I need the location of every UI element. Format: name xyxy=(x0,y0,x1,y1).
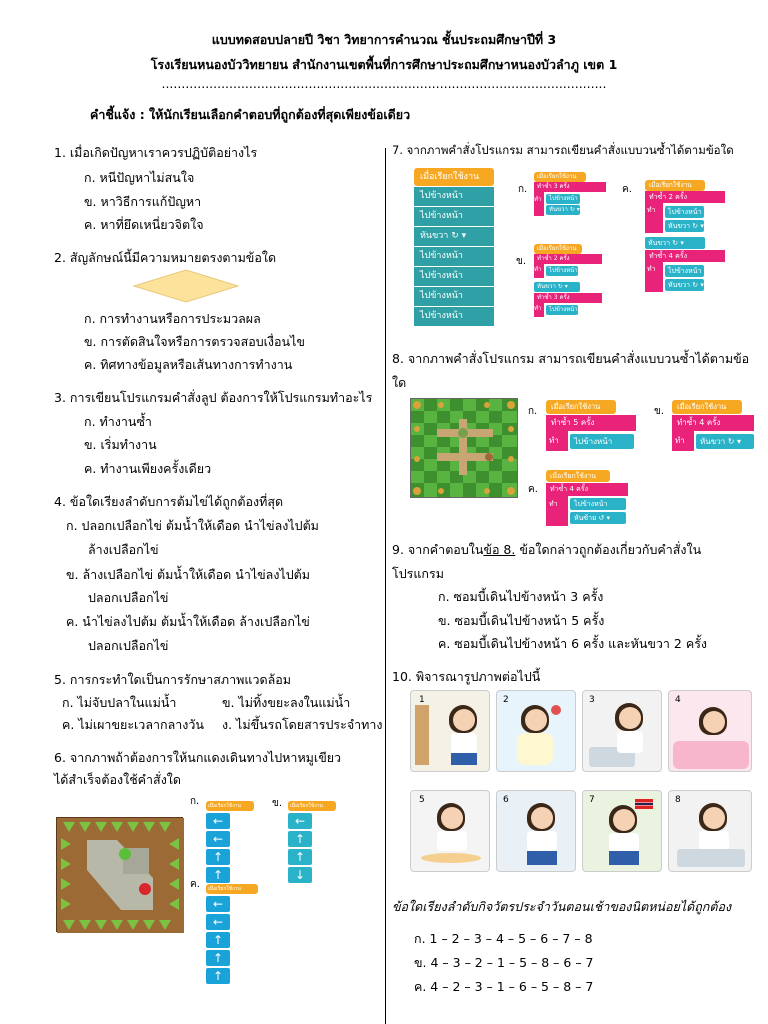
forward-block: ไปข้างหน้า xyxy=(665,206,704,218)
arrow-left-icon: ← xyxy=(206,914,230,930)
picture-7 xyxy=(582,790,662,872)
q10-prompt: ข้อใดเรียงลำดับกิจวัตรประจำวันตอนเช้าของนิตหน่อยได้ถูกต้อง xyxy=(392,899,732,914)
q9-option-a[interactable]: ก. ซอมบี้เดินไปข้างหน้า 3 ครั้ง xyxy=(438,589,604,604)
q7-option-c-blocks[interactable] xyxy=(645,180,725,292)
q8-label-a[interactable]: ก. xyxy=(528,406,538,417)
q4-option-c[interactable]: ค. นำไข่ลงไปต้ม ต้มน้ำให้เดือด ล้างเปลือกไข่ xyxy=(66,614,310,629)
arrow-left-icon: ← xyxy=(206,813,230,829)
q8-question-line2: ใด xyxy=(392,375,407,390)
arrow-left-icon: ← xyxy=(288,813,312,829)
q7-label-c[interactable]: ค. xyxy=(622,184,632,195)
picture-4 xyxy=(668,690,752,772)
q6-option-a-blocks[interactable] xyxy=(206,801,254,883)
q2-option-a[interactable]: ก. การทำงานหรือการประมวลผล xyxy=(84,311,261,326)
arrow-up-icon: ↑ xyxy=(206,849,230,865)
q8-question-line1: 8. จากภาพคำสั่งโปรแกรม สามารถเขียนคำสั่งแบบวนซ้ำได้ตามข้อ xyxy=(392,351,750,366)
q6-label-c[interactable]: ค. xyxy=(190,879,200,890)
mirror xyxy=(415,705,429,765)
q5-option-b[interactable]: ข. ไม่ทิ้งขยะลงในแม่น้ำ xyxy=(222,695,351,710)
q8-option-b-blocks[interactable] xyxy=(672,400,754,451)
forward-block: ไปข้างหน้า xyxy=(414,207,494,226)
turn-right-block: หันขวา ↻ ▾ xyxy=(696,434,754,449)
repeat-block: ทำซ้ำ 4 ครั้ง xyxy=(645,250,725,262)
q3-question: 3. การเขียนโปรแกรมคำสั่งลูป ต้องการให้โปรแกรมทำอะไร xyxy=(54,390,373,405)
arrow-left-icon: ← xyxy=(206,896,230,912)
q6-label-a[interactable]: ก. xyxy=(190,796,200,807)
picture-number: 6 xyxy=(503,795,509,805)
q7-label-b[interactable]: ข. xyxy=(516,256,527,267)
start-block: เมื่อเรียกใช้งาน xyxy=(534,172,586,182)
school-name: โรงเรียนหนองบัววิทยายน สำนักงานเขตพื้นที่การศึกษาประถมศึกษาหนองบัวลำภู เขต 1 xyxy=(150,57,618,72)
q8-option-a-blocks[interactable] xyxy=(546,400,636,451)
repeat-block: ทำซ้ำ 4 ครั้ง xyxy=(546,483,628,496)
turn-right-block: หันขวา ↻ ▾ xyxy=(665,220,704,232)
q2-option-b[interactable]: ข. การตัดสินใจหรือการตรวจสอบเงื่อนไข xyxy=(84,334,305,349)
repeat-block: ทำซ้ำ 3 ครั้ง xyxy=(534,293,602,303)
arrow-up-icon: ↑ xyxy=(206,968,230,984)
arrow-up-icon: ↑ xyxy=(206,867,230,883)
start-block: เมื่อเรียกใช้งาน xyxy=(534,244,582,254)
forward-block: ไปข้างหน้า xyxy=(414,287,494,306)
q1-question: 1. เมื่อเกิดปัญหาเราควรปฏิบัติอย่างไร xyxy=(54,145,258,160)
start-block: เมื่อเรียกใช้งาน xyxy=(672,400,742,414)
q7-option-a-blocks[interactable] xyxy=(534,172,606,216)
do-label: ทำ xyxy=(672,431,694,451)
picture-number: 1 xyxy=(419,695,425,705)
q6-question-line1: 6. จากภาพถ้าต้องการให้นกแดงเดินทางไปหาหมูเขียว xyxy=(54,750,342,765)
q4-option-a[interactable]: ก. ปลอกเปลือกไข่ ต้มน้ำให้เดือด นำไข่ลงไปต้ม xyxy=(66,518,319,533)
arrow-left-icon: ← xyxy=(206,831,230,847)
q5-question: 5. การกระทำใดเป็นการรักษาสภาพแวดล้อม xyxy=(54,672,291,687)
maze-grid xyxy=(57,818,184,933)
arrow-down-icon: ↓ xyxy=(288,867,312,883)
picture-3 xyxy=(582,690,662,772)
start-block: เมื่อเรียกใช้งาน xyxy=(206,884,258,894)
turn-right-block: หันขวา ↻ ▾ xyxy=(546,205,580,215)
picture-number: 8 xyxy=(675,795,681,805)
q6-option-c-blocks[interactable] xyxy=(206,884,258,984)
q4-option-c-cont: ปลอกเปลือกไข่ xyxy=(88,638,169,653)
forward-block: ไปข้างหน้า xyxy=(570,434,634,449)
start-block: เมื่อเรียกใช้งาน xyxy=(414,168,494,186)
repeat-block: ทำซ้ำ 2 ครั้ง xyxy=(534,254,602,264)
q2-question: 2. สัญลักษณ์นี้มีความหมายตรงตามข้อใด xyxy=(54,250,277,265)
q8-label-b[interactable]: ข. xyxy=(654,406,665,417)
q7-main-program xyxy=(414,168,494,326)
picture-number: 5 xyxy=(419,795,425,805)
forward-block: ไปข้างหน้า xyxy=(414,187,494,206)
column-divider xyxy=(385,148,386,1024)
q6-label-b[interactable]: ข. xyxy=(272,798,283,809)
start-block: เมื่อเรียกใช้งาน xyxy=(546,470,610,482)
q3-option-b[interactable]: ข. เริ่มทำงาน xyxy=(84,437,157,452)
arrow-up-icon: ↑ xyxy=(288,849,312,865)
q8-option-c-blocks[interactable] xyxy=(546,470,628,526)
zombie-maze-grid xyxy=(411,399,517,497)
thai-flag-icon xyxy=(635,799,653,809)
forward-block: ไปข้างหน้า xyxy=(546,266,578,276)
do-label: ทำ xyxy=(645,262,663,292)
repeat-block: ทำซ้ำ 5 ครั้ง xyxy=(546,415,636,431)
q1-option-c[interactable]: ค. หาที่ยึดเหนี่ยวจิตใจ xyxy=(84,217,204,232)
q5-option-d[interactable]: ง. ไม่ขึ้นรถโดยสารประจำทาง xyxy=(222,717,383,732)
q7-question: 7. จากภาพคำสั่งโปรแกรม สามารถเขียนคำสั่งแบบวนซ้ำได้ตามข้อใด xyxy=(392,143,734,157)
turn-left-block: หันซ้าย ↺ ▾ xyxy=(570,512,626,524)
forward-block: ไปข้างหน้า xyxy=(546,194,580,204)
forward-block: ไปข้างหน้า xyxy=(414,267,494,286)
q1-option-a[interactable]: ก. หนีปัญหาไม่สนใจ xyxy=(84,170,195,185)
turn-right-block: หันขวา ↻ ▾ xyxy=(645,237,705,249)
picture-8 xyxy=(668,790,752,872)
q10-question: 10. พิจารณารูปภาพต่อไปนี้ xyxy=(392,669,541,684)
q8-label-c[interactable]: ค. xyxy=(528,484,538,495)
q10-option-b[interactable]: ข. 4 – 3 – 2 – 1 – 5 – 8 – 6 – 7 xyxy=(414,955,594,970)
q3-option-c[interactable]: ค. ทำงานเพียงครั้งเดียว xyxy=(84,461,212,476)
turn-right-block: หันขวา ↻ ▾ xyxy=(665,279,704,291)
exam-title: แบบทดสอบปลายปี วิชา วิทยาการคำนวณ ชั้นประถมศึกษาปีที่ 3 xyxy=(211,32,557,47)
maze-image xyxy=(56,817,183,932)
picture-number: 2 xyxy=(503,695,509,705)
forward-block: ไปข้างหน้า xyxy=(414,307,494,326)
start-block: เมื่อเรียกใช้งาน xyxy=(546,400,616,414)
q3-option-a[interactable]: ก. ทำงานซ้ำ xyxy=(84,414,152,429)
decision-diamond-symbol xyxy=(132,268,240,304)
q9-option-b[interactable]: ข. ซอมบี้เดินไปข้างหน้า 5 ครั้ง xyxy=(438,613,605,628)
q7-label-a[interactable]: ก. xyxy=(518,184,528,195)
arrow-up-icon: ↑ xyxy=(206,950,230,966)
q5-option-a[interactable]: ก. ไม่จับปลาในแม่น้ำ xyxy=(62,695,177,710)
turn-right-block: หันขวา ↻ ▾ xyxy=(414,227,494,246)
turn-right-block: หันขวา ↻ ▾ xyxy=(534,282,580,292)
arrow-up-icon: ↑ xyxy=(288,831,312,847)
repeat-block: ทำซ้ำ 3 ครั้ง xyxy=(534,182,606,192)
repeat-block: ทำซ้ำ 4 ครั้ง xyxy=(672,415,754,431)
picture-number: 3 xyxy=(589,695,595,705)
do-label: ทำ xyxy=(534,264,544,278)
q10-option-a[interactable]: ก. 1 – 2 – 3 – 4 – 5 – 6 – 7 – 8 xyxy=(414,931,593,946)
q7-option-b-blocks[interactable] xyxy=(534,244,602,317)
q9-option-c[interactable]: ค. ซอมบี้เดินไปข้างหน้า 6 ครั้ง และหันขวา 2 ครั้ง xyxy=(438,636,708,651)
start-block: เมื่อเรียกใช้งาน xyxy=(288,801,336,811)
forward-block: ไปข้างหน้า xyxy=(665,265,704,277)
do-label: ทำ xyxy=(546,431,568,451)
picture-5 xyxy=(410,790,490,872)
do-label: ทำ xyxy=(546,496,568,526)
q4-option-b-cont: ปลอกเปลือกไข่ xyxy=(88,590,169,605)
q6-question-line2: ได้สำเร็จต้องใช้คำสั่งใด xyxy=(54,772,182,787)
do-label: ทำ xyxy=(534,192,544,216)
picture-number: 4 xyxy=(675,695,681,705)
start-block: เมื่อเรียกใช้งาน xyxy=(645,180,705,191)
instruction: คำชี้แจ้ง : ให้นักเรียนเลือกคำตอบที่ถูกต้องที่สุดเพียงข้อเดียว xyxy=(90,107,411,122)
start-block: เมื่อเรียกใช้งาน xyxy=(206,801,254,811)
q10-option-c[interactable]: ค. 4 – 2 – 3 – 1 – 6 – 5 – 8 – 7 xyxy=(414,979,594,994)
q9-question-line1: 9. จากคำตอบในข้อ 8. ข้อใดกล่าวถูกต้องเกี่ยวกับคำสั่งใน xyxy=(392,542,702,557)
dotted-line: ................................................................................................................ xyxy=(161,76,607,91)
arrow-up-icon: ↑ xyxy=(206,932,230,948)
picture-2 xyxy=(496,690,576,772)
repeat-block: ทำซ้ำ 2 ครั้ง xyxy=(645,191,725,203)
picture-number: 7 xyxy=(589,795,595,805)
q1-option-b[interactable]: ข. หาวิธีการแก้ปัญหา xyxy=(84,194,202,209)
do-label: ทำ xyxy=(645,203,663,233)
forward-block: ไปข้างหน้า xyxy=(414,247,494,266)
picture-6 xyxy=(496,790,576,872)
q9-question-line2: โปรแกรม xyxy=(392,566,444,581)
q9-ref: ข้อ 8. xyxy=(483,542,516,557)
routine-pictures-row1 xyxy=(410,690,754,772)
q4-option-a-cont: ล้างเปลือกไข่ xyxy=(88,542,159,557)
q2-option-c[interactable]: ค. ทิศทางข้อมูลหรือเส้นทางการทำงาน xyxy=(84,357,293,372)
do-label: ทำ xyxy=(534,303,544,317)
forward-block: ไปข้างหน้า xyxy=(546,305,578,315)
routine-pictures-row2 xyxy=(410,790,754,872)
picture-1 xyxy=(410,690,490,772)
q5-option-c[interactable]: ค. ไม่เผาขยะเวลากลางวัน xyxy=(62,717,204,732)
q6-option-b-blocks[interactable] xyxy=(288,801,336,883)
forward-block: ไปข้างหน้า xyxy=(570,498,626,510)
q4-option-b[interactable]: ข. ล้างเปลือกไข่ ต้มน้ำให้เดือด นำไข่ลงไปต้ม xyxy=(66,567,311,582)
q4-question: 4. ข้อใดเรียงลำดับการต้มไข่ได้ถูกต้องที่สุด xyxy=(54,494,284,509)
zombie-maze-image xyxy=(410,398,518,498)
